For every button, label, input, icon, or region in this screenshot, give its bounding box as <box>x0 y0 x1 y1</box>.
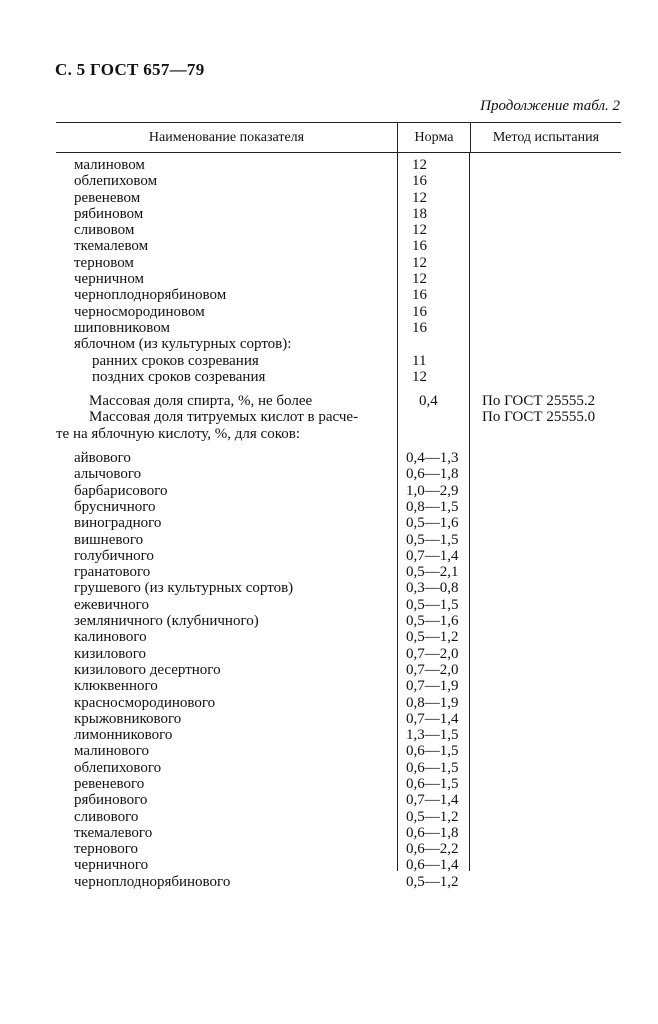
indicator-name: земляничного (клубничного) <box>74 613 259 630</box>
table-row <box>56 532 621 548</box>
indicator-name: калинового <box>74 629 147 646</box>
norm-value: 0,5—1,2 <box>406 873 459 890</box>
indicator-name: Массовая доля титруемых кислот в расче- <box>89 409 359 426</box>
indicator-name: Массовая доля спирта, %, не более <box>89 393 313 410</box>
indicator-name: голубичного <box>74 547 154 564</box>
norm-value: 0,5—1,2 <box>406 629 459 646</box>
norm-value: 0,5—1,5 <box>406 531 459 548</box>
table-row <box>56 678 621 694</box>
norm-value: 0,8—1,9 <box>406 694 459 711</box>
table-row <box>56 646 621 662</box>
indicator-name: грушевого (из культурных сортов) <box>74 580 294 597</box>
indicator-name: кизилового десертного <box>74 661 221 678</box>
table-row <box>56 320 621 336</box>
indicator-name: виноградного <box>74 515 162 532</box>
table-row <box>56 238 621 254</box>
indicator-name: вишневого <box>74 531 144 548</box>
table-row <box>56 466 621 482</box>
indicator-name: черноплоднорябиновом <box>74 287 227 304</box>
indicator-name: шиповниковом <box>74 319 170 336</box>
table-row <box>56 662 621 678</box>
norm-value: 0,6—1,8 <box>406 466 459 483</box>
table-row <box>56 222 621 238</box>
table-row <box>56 825 621 841</box>
indicator-name: ревеневом <box>74 189 141 206</box>
norm-value: 12 <box>412 254 427 271</box>
indicator-name: тернового <box>74 841 138 858</box>
table-row <box>56 760 621 776</box>
indicator-name: сливовом <box>74 222 135 239</box>
indicator-name: клюквенного <box>74 678 158 695</box>
table-row <box>56 743 621 759</box>
table-row <box>56 792 621 808</box>
norm-value: 0,5—2,1 <box>406 564 459 581</box>
test-method: По ГОСТ 25555.0 <box>482 409 596 426</box>
norm-value: 0,3—0,8 <box>406 580 459 597</box>
norm-value: 0,6—1,5 <box>406 759 459 776</box>
indicator-name: барбарисового <box>74 482 168 499</box>
column-divider <box>397 153 398 871</box>
table-header-row <box>56 123 621 153</box>
standards-table <box>56 122 621 890</box>
indicator-name: облепиховом <box>74 173 158 190</box>
indicator-name-continuation: те на яблочную кислоту, %, для соков: <box>56 425 300 442</box>
indicator-name: крыжовникового <box>74 710 182 727</box>
table-row <box>56 271 621 287</box>
indicator-name: гранатового <box>74 564 151 581</box>
table-row <box>56 776 621 792</box>
norm-value: 0,7—1,4 <box>406 547 459 564</box>
indicator-name: кизилового <box>74 645 147 662</box>
indicator-name: лимонникового <box>74 727 173 744</box>
table-row <box>56 629 621 645</box>
table-row <box>56 499 621 515</box>
indicator-name: ревеневого <box>74 775 145 792</box>
norm-value: 0,7—2,0 <box>406 645 459 662</box>
indicator-name: облепихового <box>74 759 162 776</box>
norm-value: 0,5—1,5 <box>406 596 459 613</box>
table-row <box>56 393 621 409</box>
indicator-name: рябинового <box>74 792 148 809</box>
indicator-name: красносмородинового <box>74 694 216 711</box>
table-row <box>56 580 621 596</box>
table-row <box>56 426 621 442</box>
norm-value: 12 <box>412 222 427 239</box>
table-row <box>56 450 621 466</box>
norm-value: 0,4 <box>419 393 438 410</box>
test-method: По ГОСТ 25555.2 <box>482 393 596 410</box>
norm-value: 0,4—1,3 <box>406 450 459 467</box>
norm-value: 12 <box>412 189 427 206</box>
table-row <box>56 353 621 369</box>
norm-value: 0,6—1,8 <box>406 824 459 841</box>
table-row <box>56 548 621 564</box>
table-row <box>56 173 621 189</box>
table-row <box>56 304 621 320</box>
table-row <box>56 483 621 499</box>
norm-value: 16 <box>412 319 427 336</box>
table-row <box>56 874 621 890</box>
table-row <box>56 157 621 173</box>
norm-value: 16 <box>412 173 427 190</box>
norm-value: 0,5—1,2 <box>406 808 459 825</box>
table-row <box>56 613 621 629</box>
indicator-name: алычового <box>74 466 142 483</box>
table-row <box>56 809 621 825</box>
norm-value: 12 <box>412 157 427 173</box>
indicator-name: рябиновом <box>74 205 144 222</box>
indicator-name: сливового <box>74 808 139 825</box>
norm-value: 0,7—1,9 <box>406 678 459 695</box>
column-header-indicator: Наименование показателя <box>148 129 305 145</box>
norm-value: 11 <box>412 352 427 369</box>
table-row <box>56 409 621 425</box>
indicator-name: ежевичного <box>74 596 149 613</box>
norm-value: 16 <box>412 303 427 320</box>
table-row <box>56 711 621 727</box>
norm-value: 0,5—1,6 <box>406 515 459 532</box>
column-header-method: Метод испытания <box>492 129 600 145</box>
norm-value: 0,6—1,5 <box>406 775 459 792</box>
norm-value: 1,3—1,5 <box>406 727 459 744</box>
table-row <box>56 564 621 580</box>
table-row <box>56 841 621 857</box>
indicator-name: малиновом <box>74 157 145 173</box>
table-continuation-label: Продолжение табл. 2 <box>480 98 620 114</box>
table-row <box>56 857 621 873</box>
norm-value: 0,7—1,4 <box>406 792 459 809</box>
norm-value: 16 <box>412 238 427 255</box>
norm-value: 0,6—1,5 <box>406 743 459 760</box>
norm-value: 0,8—1,5 <box>406 498 459 515</box>
indicator-name: малинового <box>74 743 149 760</box>
indicator-name: ткемалевом <box>74 238 149 255</box>
norm-value: 0,5—1,6 <box>406 613 459 630</box>
norm-value: 0,7—1,4 <box>406 710 459 727</box>
indicator-name: терновом <box>74 254 134 271</box>
table-row <box>56 336 621 352</box>
page-header: С. 5 ГОСТ 657—79 <box>55 60 205 79</box>
table-row <box>56 369 621 385</box>
table-row <box>56 727 621 743</box>
table-row <box>56 597 621 613</box>
norm-value: 0,7—2,0 <box>406 661 459 678</box>
norm-value: 0,6—1,4 <box>406 857 459 874</box>
indicator-name: черноплоднорябинового <box>74 873 231 890</box>
norm-value: 0,6—2,2 <box>406 841 459 858</box>
column-header-norm: Норма <box>397 123 471 152</box>
column-divider <box>469 153 470 871</box>
table-row <box>56 515 621 531</box>
indicator-name: ткемалевого <box>74 824 153 841</box>
table-row <box>56 206 621 222</box>
table-row <box>56 255 621 271</box>
indicator-name: черничном <box>74 271 145 288</box>
indicator-name: брусничного <box>74 498 156 515</box>
indicator-name: айвового <box>74 450 131 467</box>
table-row <box>56 287 621 303</box>
norm-value: 16 <box>412 287 427 304</box>
table-row <box>56 190 621 206</box>
indicator-name: черничного <box>74 857 149 874</box>
norm-value: 12 <box>412 271 427 288</box>
table-row <box>56 695 621 711</box>
indicator-name: черносмородиновом <box>74 303 205 320</box>
indicator-name: яблочном (из культурных сортов): <box>74 336 292 353</box>
norm-value: 18 <box>412 205 427 222</box>
indicator-name: ранних сроков созревания <box>92 352 259 369</box>
indicator-name: поздних сроков созревания <box>92 368 266 385</box>
norm-value: 12 <box>412 368 427 385</box>
table-body <box>56 153 621 890</box>
norm-value: 1,0—2,9 <box>406 482 459 499</box>
